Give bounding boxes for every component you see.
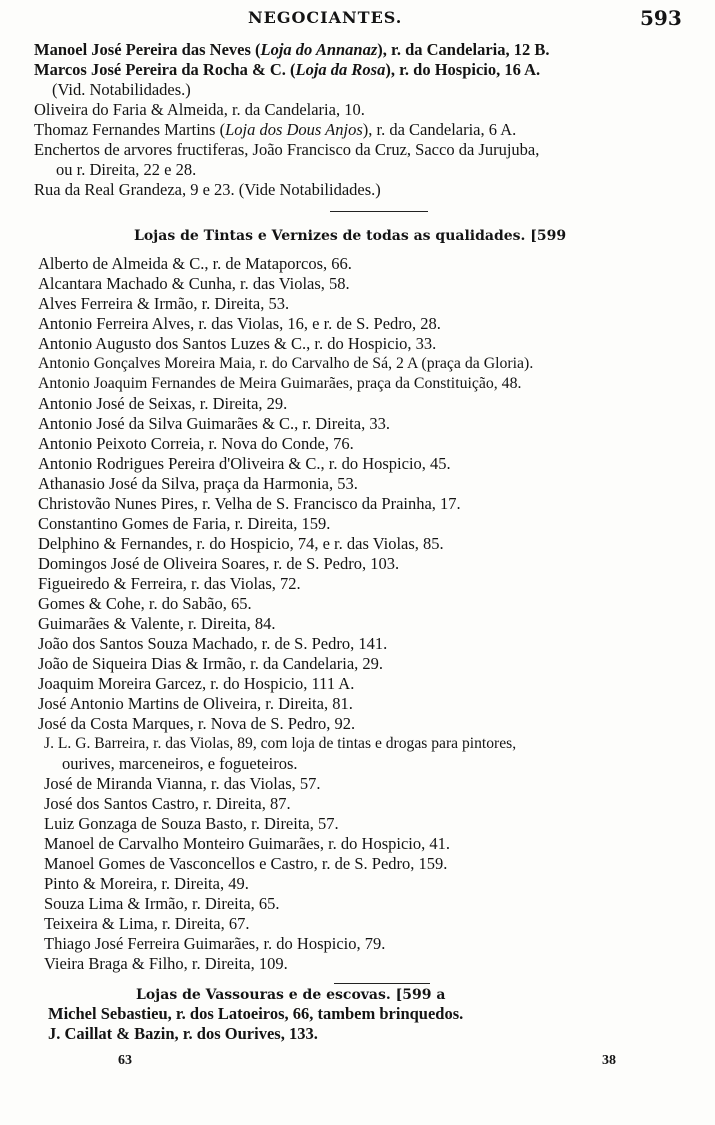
list-item: Constantino Gomes de Faria, r. Direita, 159. bbox=[38, 514, 331, 533]
list-item: João dos Santos Souza Machado, r. de S. Pedro, 141. bbox=[38, 634, 388, 653]
list-item: José de Miranda Vianna, r. das Violas, 57. bbox=[44, 774, 321, 793]
entry-line: Oliveira do Faria & Almeida, r. da Candelaria, 10. bbox=[34, 100, 365, 119]
list-item: Michel Sebastieu, r. dos Latoeiros, 66, tambem brinquedos. bbox=[48, 1004, 464, 1023]
list-item: Domingos José de Oliveira Soares, r. de S. Pedro, 103. bbox=[38, 554, 400, 573]
entry-line: Manoel José Pereira das Neves (Loja do Annanaz), r. da Candelaria, 12 B. bbox=[34, 40, 550, 59]
entry-line: Marcos José Pereira da Rocha & C. (Loja da Rosa), r. do Hospicio, 16 A. bbox=[34, 60, 541, 79]
list-item: Souza Lima & Irmão, r. Direita, 65. bbox=[44, 894, 280, 913]
list-item: Alves Ferreira & Irmão, r. Direita, 53. bbox=[38, 294, 290, 313]
list-item: Alcantara Machado & Cunha, r. das Violas, 58. bbox=[38, 274, 350, 293]
list-item: Vieira Braga & Filho, r. Direita, 109. bbox=[44, 954, 288, 973]
list-item: Antonio Gonçalves Moreira Maia, r. do Carvalho de Sá, 2 A (praça da Gloria). bbox=[38, 355, 534, 372]
list-item: Delphino & Fernandes, r. do Hospicio, 74, e r. das Violas, 85. bbox=[38, 534, 444, 553]
list-item: Antonio José da Silva Guimarães & C., r. Direita, 33. bbox=[38, 414, 390, 433]
list-item: Antonio Ferreira Alves, r. das Violas, 16, e r. de S. Pedro, 28. bbox=[38, 314, 441, 333]
section-heading-vassouras: Lojas de Vassouras e de escovas. [599 a bbox=[136, 987, 446, 1003]
list-item: Antonio Augusto dos Santos Luzes & C., r. do Hospicio, 33. bbox=[38, 334, 437, 353]
running-title: NEGOCIANTES. bbox=[248, 8, 403, 27]
list-item: Thiago José Ferreira Guimarães, r. do Hospicio, 79. bbox=[44, 934, 386, 953]
entry-line: ou r. Direita, 22 e 28. bbox=[56, 160, 197, 179]
list-item: Joaquim Moreira Garcez, r. do Hospicio, 111 A. bbox=[38, 674, 355, 693]
list-item: Teixeira & Lima, r. Direita, 67. bbox=[44, 914, 250, 933]
list-item: Pinto & Moreira, r. Direita, 49. bbox=[44, 874, 249, 893]
entry-line: Enchertos de arvores fructiferas, João Francisco da Cruz, Sacco da Jurujuba, bbox=[34, 140, 540, 159]
page-footer bbox=[0, 1050, 715, 1080]
list-item: ourives, marceneiros, e fogueteiros. bbox=[62, 754, 298, 773]
list-item: José da Costa Marques, r. Nova de S. Pedro, 92. bbox=[38, 714, 356, 733]
list-item: Figueiredo & Ferreira, r. das Violas, 72. bbox=[38, 574, 301, 593]
entry-line: Rua da Real Grandeza, 9 e 23. (Vide Notabilidades.) bbox=[34, 180, 381, 199]
section-divider bbox=[330, 211, 428, 212]
entry-line: Thomaz Fernandes Martins (Loja dos Dous Anjos), r. da Candelaria, 6 A. bbox=[34, 120, 517, 139]
list-item: Guimarães & Valente, r. Direita, 84. bbox=[38, 614, 276, 633]
list-item: João de Siqueira Dias & Irmão, r. da Candelaria, 29. bbox=[38, 654, 384, 673]
list-item: José Antonio Martins de Oliveira, r. Direita, 81. bbox=[38, 694, 353, 713]
list-item: Manoel Gomes de Vasconcellos e Castro, r. de S. Pedro, 159. bbox=[44, 854, 448, 873]
page-header bbox=[0, 2, 715, 40]
list-item: Alberto de Almeida & C., r. de Mataporcos, 66. bbox=[38, 254, 352, 273]
list-item: Manoel de Carvalho Monteiro Guimarães, r. do Hospicio, 41. bbox=[44, 834, 450, 853]
list-item: José dos Santos Castro, r. Direita, 87. bbox=[44, 794, 291, 813]
page-number: 593 bbox=[640, 6, 682, 30]
list-item: Antonio Rodrigues Pereira d'Oliveira & C., r. do Hospicio, 45. bbox=[38, 454, 451, 473]
section-divider bbox=[334, 983, 430, 984]
list-item: Gomes & Cohe, r. do Sabão, 65. bbox=[38, 594, 252, 613]
list-item: Luiz Gonzaga de Souza Basto, r. Direita, 57. bbox=[44, 814, 339, 833]
list-item: J. Caillat & Bazin, r. dos Ourives, 133. bbox=[48, 1024, 318, 1043]
signature-mark: 63 bbox=[118, 1053, 132, 1068]
list-item: Antonio Peixoto Correia, r. Nova do Conde, 76. bbox=[38, 434, 354, 453]
section-heading-tintas: Lojas de Tintas e Vernizes de todas as qualidades. [599 bbox=[134, 228, 567, 244]
list-item: Christovão Nunes Pires, r. Velha de S. Francisco da Prainha, 17. bbox=[38, 494, 461, 513]
list-item: Athanasio José da Silva, praça da Harmonia, 53. bbox=[38, 474, 358, 493]
footer-number: 38 bbox=[602, 1053, 616, 1068]
list-item: J. L. G. Barreira, r. das Violas, 89, com loja de tintas e drogas para pintores, bbox=[44, 735, 517, 752]
entry-line: (Vid. Notabilidades.) bbox=[52, 80, 191, 99]
list-item: Antonio Joaquim Fernandes de Meira Guimarães, praça da Constituição, 48. bbox=[38, 375, 522, 392]
list-item: Antonio José de Seixas, r. Direita, 29. bbox=[38, 394, 288, 413]
